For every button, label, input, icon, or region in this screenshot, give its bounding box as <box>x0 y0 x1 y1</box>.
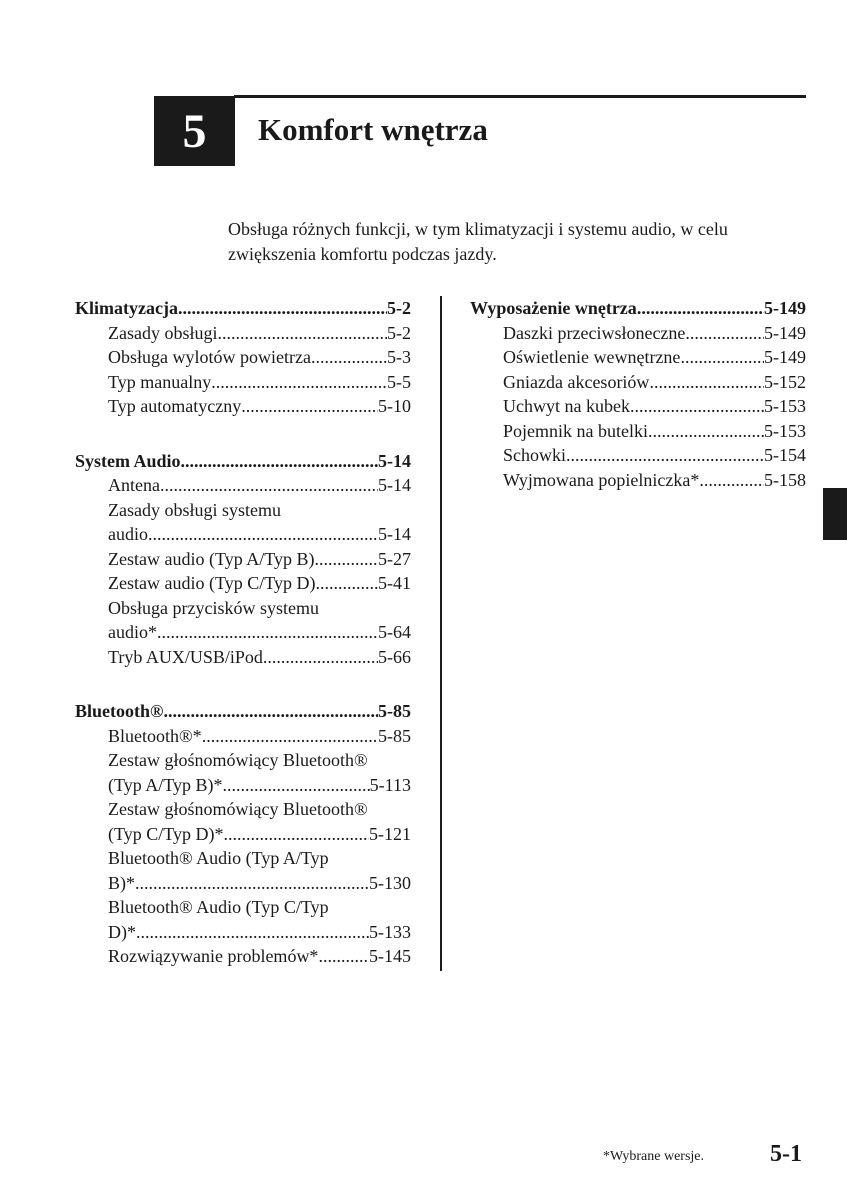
chapter-title: Komfort wnętrza <box>258 112 488 147</box>
toc-entry-page: 5-154 <box>764 445 806 465</box>
toc-entry-page: 5-121 <box>369 823 411 844</box>
toc-entry-title: Obsługa wylotów powietrza <box>108 347 311 367</box>
toc-entry[interactable] <box>470 443 806 468</box>
toc-heading-page: 5-149 <box>764 298 806 318</box>
toc-entry-title: Daszki przeciwsłoneczne <box>503 322 686 343</box>
toc-entry-title: Uchwyt na kubek <box>503 396 630 416</box>
chapter-intro: Obsługa różnych funkcji, w tym klimatyzacji i systemu audio, w celu zwiększenia komfortu podczas jazdy. <box>228 219 728 264</box>
toc-entry-page: 5-66 <box>378 646 411 667</box>
dot-leader <box>211 370 387 395</box>
toc-entry[interactable] <box>75 724 411 749</box>
toc-heading-page: 5-2 <box>387 298 411 318</box>
toc-right-column <box>470 296 806 522</box>
dot-leader <box>314 547 378 572</box>
dot-leader <box>630 394 764 419</box>
toc-entry[interactable] <box>75 620 411 645</box>
dot-leader <box>566 443 764 468</box>
dot-leader <box>181 449 378 474</box>
dot-leader <box>680 345 764 370</box>
toc-entry[interactable] <box>75 773 411 798</box>
toc-section-bluetooth <box>75 699 411 969</box>
header-rule <box>234 95 806 98</box>
toc-entry-title: Bluetooth®* <box>108 725 202 746</box>
toc-entry-page: 5-2 <box>387 322 411 343</box>
toc-heading-page: 5-14 <box>378 450 411 471</box>
dot-leader <box>160 473 378 498</box>
toc-entry[interactable] <box>75 944 411 969</box>
chapter-number: 5 <box>182 104 207 158</box>
dot-leader <box>637 296 764 321</box>
toc-entry-title: Gniazda akcesoriów <box>503 371 650 392</box>
toc-entry[interactable] <box>75 571 411 596</box>
dot-leader <box>148 522 378 547</box>
dot-leader <box>241 394 378 419</box>
dot-leader <box>648 419 764 444</box>
toc-entry-page: 5-3 <box>387 347 411 367</box>
toc-entry-page: 5-41 <box>378 573 411 593</box>
toc-left-column <box>75 296 411 999</box>
toc-entry-title-line[interactable]: Zestaw głośnomówiący Bluetooth® <box>108 799 368 819</box>
toc-entry[interactable] <box>470 394 806 419</box>
toc-entry-title: Antena <box>108 475 160 495</box>
dot-leader <box>311 345 387 370</box>
toc-entry-page: 5-5 <box>387 371 411 392</box>
toc-entry[interactable] <box>470 468 806 493</box>
toc-entry-title-line[interactable]: Obsługa przycisków systemu <box>108 597 319 618</box>
toc-heading[interactable] <box>75 449 411 474</box>
toc-entry-page: 5-149 <box>764 347 806 367</box>
toc-entry-title-cont: audio* <box>108 622 157 642</box>
toc-entry[interactable] <box>470 321 806 346</box>
toc-heading-title: Bluetooth® <box>75 701 164 721</box>
dot-leader <box>202 724 378 749</box>
toc-entry-page: 5-152 <box>764 371 806 392</box>
page-number: 5-1 <box>770 1141 802 1167</box>
dot-leader <box>649 370 764 395</box>
toc-heading[interactable] <box>75 699 411 724</box>
toc-entry-page: 5-158 <box>764 469 806 490</box>
toc-heading[interactable] <box>75 296 411 321</box>
toc-entry[interactable] <box>75 345 411 370</box>
toc-entry-page: 5-85 <box>378 725 411 746</box>
dot-leader <box>157 620 378 645</box>
dot-leader <box>178 296 387 321</box>
toc-entry-title-cont: D)* <box>108 921 136 942</box>
toc-heading-title: Klimatyzacja <box>75 298 178 318</box>
toc-entry[interactable] <box>75 920 411 945</box>
toc-heading[interactable] <box>470 296 806 321</box>
chapter-number-box <box>154 96 235 166</box>
dot-leader <box>163 699 378 724</box>
chapter-thumb-tab <box>823 488 847 540</box>
toc-entry[interactable] <box>75 370 411 395</box>
dot-leader <box>699 468 764 493</box>
toc-entry-page: 5-153 <box>764 396 806 416</box>
toc-entry-page: 5-149 <box>764 322 806 343</box>
toc-entry-title-line[interactable]: Bluetooth® Audio (Typ C/Typ <box>108 897 329 917</box>
toc-entry-title-line[interactable]: Zasady obsługi systemu <box>108 499 281 520</box>
dot-leader <box>222 773 369 798</box>
toc-section-audio <box>75 449 411 670</box>
toc-heading-title: Wyposażenie wnętrza <box>470 298 637 318</box>
dot-leader <box>223 822 369 847</box>
toc-entry-title: Wyjmowana popielniczka* <box>503 469 700 490</box>
toc-entry-page: 5-153 <box>764 420 806 441</box>
toc-entry-page: 5-130 <box>369 872 411 893</box>
toc-entry-page: 5-14 <box>378 524 411 544</box>
toc-entry-title-line[interactable]: Bluetooth® Audio (Typ A/Typ <box>108 848 329 868</box>
toc-entry[interactable] <box>75 645 411 670</box>
toc-entry[interactable] <box>75 321 411 346</box>
toc-entry[interactable] <box>75 473 411 498</box>
toc-entry[interactable] <box>470 345 806 370</box>
toc-heading-page: 5-85 <box>378 701 411 721</box>
dot-leader <box>135 871 369 896</box>
dot-leader <box>218 321 388 346</box>
dot-leader <box>685 321 764 346</box>
toc-entry-title: Oświetlenie wewnętrzne <box>503 347 681 367</box>
toc-entry[interactable] <box>75 871 411 896</box>
toc-entry-title: Tryb AUX/USB/iPod <box>108 646 263 667</box>
toc-entry-page: 5-145 <box>369 946 411 966</box>
toc-entry-title: Rozwiązywanie problemów* <box>108 946 319 966</box>
column-divider <box>440 296 442 971</box>
toc-entry[interactable] <box>75 547 411 572</box>
toc-section-wyposazenie <box>470 296 806 492</box>
toc-entry-title: Pojemnik na butelki <box>503 420 648 441</box>
toc-entry-title-cont: audio <box>108 524 148 544</box>
toc-entry[interactable] <box>470 370 806 395</box>
toc-entry-title-cont: (Typ C/Typ D)* <box>108 823 224 844</box>
toc-entry-page: 5-10 <box>378 396 411 416</box>
dot-leader <box>315 571 378 596</box>
footnote: *Wybrane wersje. <box>603 1149 705 1164</box>
dot-leader <box>263 645 378 670</box>
toc-entry-page: 5-113 <box>369 774 411 795</box>
dot-leader <box>136 920 369 945</box>
toc-entry-title: Zasady obsługi <box>108 322 218 343</box>
toc-entry-title: Zestaw audio (Typ C/Typ D) <box>108 573 316 593</box>
toc-section-klimatyzacja <box>75 296 411 419</box>
toc-entry-title: Typ automatyczny <box>108 396 242 416</box>
dot-leader <box>318 944 369 969</box>
toc-entry-page: 5-133 <box>369 921 411 942</box>
toc-entry-title-line[interactable]: Zestaw głośnomówiący Bluetooth® <box>108 750 368 770</box>
toc-entry-page: 5-14 <box>378 475 411 495</box>
toc-entry-title-cont: (Typ A/Typ B)* <box>108 774 223 795</box>
toc-entry-title: Schowki <box>503 445 566 465</box>
toc-entry-page: 5-27 <box>378 548 411 569</box>
toc-heading-title: System Audio <box>75 450 181 471</box>
toc-entry-page: 5-64 <box>378 622 411 642</box>
toc-entry[interactable] <box>470 419 806 444</box>
toc-entry-title-cont: B)* <box>108 872 135 893</box>
toc-entry[interactable] <box>75 822 411 847</box>
toc-entry-title: Typ manualny <box>108 371 212 392</box>
toc-entry[interactable] <box>75 522 411 547</box>
toc-entry[interactable] <box>75 394 411 419</box>
toc-entry-title: Zestaw audio (Typ A/Typ B) <box>108 548 315 569</box>
